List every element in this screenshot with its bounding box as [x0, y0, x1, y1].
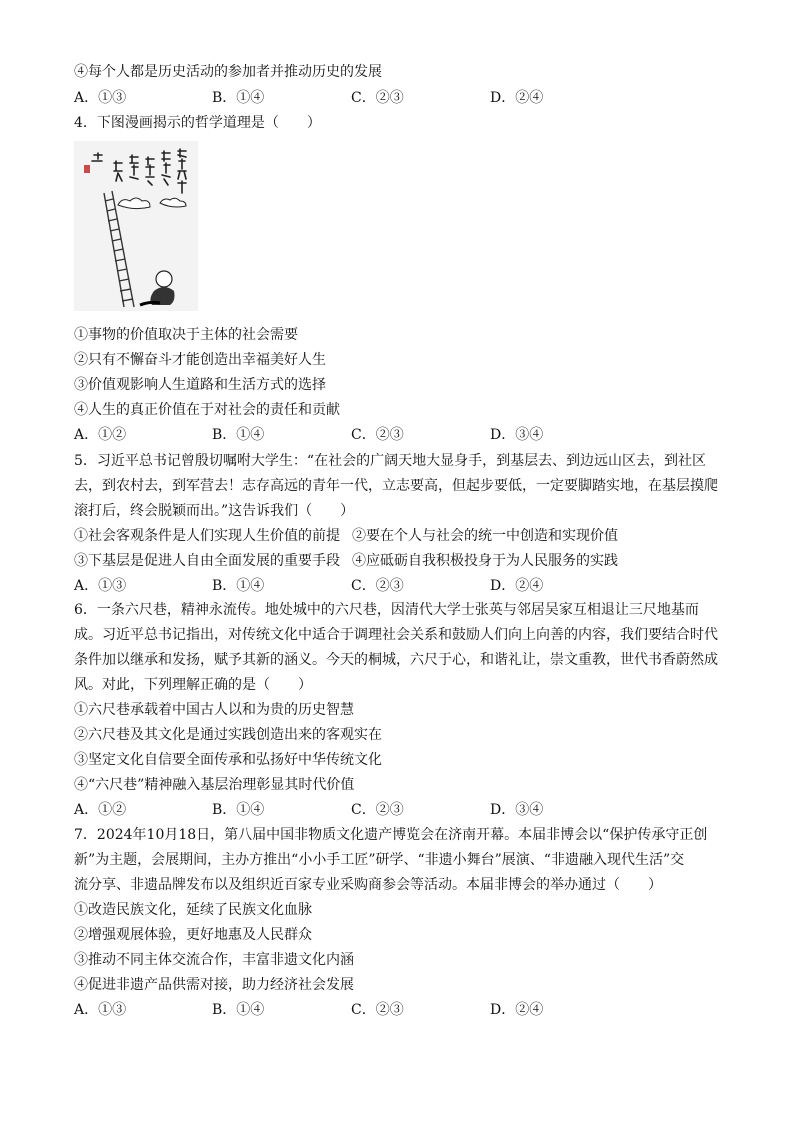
q4-item-3: ③价值观影响人生道路和生活方式的选择	[74, 377, 326, 393]
q4-stem: 4．下图漫画揭示的哲学道理是（ ）	[74, 115, 321, 131]
q6-option-b: B．①④	[212, 802, 265, 818]
q4-item-4: ④人生的真正价值在于对社会的责任和贡献	[74, 402, 340, 418]
q6-option-c: C．②③	[351, 802, 404, 818]
q5-line-2: 去，到农村去，到军营去！志存高远的青年一代，立志要高，但起步要低，一定要脚踏实地，在基层摸爬	[74, 478, 718, 494]
q6-item-3: ③坚定文化自信要全面传承和弘扬好中华传统文化	[74, 752, 382, 768]
q6-item-1: ①六尺巷承载着中国古人以和为贵的历史智慧	[74, 702, 354, 718]
q4-item-1: ①事物的价值取决于主体的社会需要	[74, 327, 298, 343]
q6-line-4: 风。对此，下列理解正确的是（ ）	[74, 677, 312, 693]
q6-item-4: ④“六尺巷”精神融入基层治理彰显其时代价值	[74, 777, 355, 793]
q6-item-2: ②六尺巷及其文化是通过实践创造出来的客观实在	[74, 727, 382, 743]
q5-item-4: ④应砥砺自我积极投身于为人民服务的实践	[352, 553, 618, 569]
q4-cartoon	[74, 141, 198, 311]
q3-option-b: B．①④	[212, 90, 265, 106]
q6-line-3: 条件加以继承和发扬，赋予其新的涵义。今天的桐城，六尺于心，和谐礼让，崇文重教，世代书香蔚然成	[74, 652, 718, 668]
q7-item-2: ②增强观展体验，更好地惠及人民群众	[74, 927, 312, 943]
q5-option-a: A．①③	[74, 578, 127, 594]
q6-line-1: 6．一条六尺巷，精神永流传。地处城中的六尺巷，因清代大学士张英与邻居吴家互相退让三尺地基而	[74, 602, 699, 618]
q7-item-1: ①改造民族文化，延续了民族文化血脉	[74, 902, 312, 918]
q5-line-3: 滚打后，终会脱颖而出。”这告诉我们（ ）	[74, 503, 355, 519]
q5-option-c: C．②③	[351, 578, 404, 594]
q5-item-2: ②要在个人与社会的统一中创造和实现价值	[352, 528, 618, 544]
q6-option-a: A．①②	[74, 802, 127, 818]
q7-option-c: C．②③	[351, 1002, 404, 1018]
q6-option-d: D．③④	[490, 802, 544, 818]
q5-line-1: 5．习近平总书记曾殷切嘱咐大学生：“在社会的广阔天地大显身手，到基层去、到边远山区去，到社区	[74, 453, 707, 469]
q7-option-d: D．②④	[490, 1002, 544, 1018]
q5-item-3: ③下基层是促进人自由全面发展的重要手段	[74, 553, 340, 569]
q3-option-a: A．①③	[74, 90, 127, 106]
q7-line-3: 流分享、非遗品牌发布以及组织近百家专业采购商参会等活动。本届非博会的举办通过（ ）	[74, 877, 662, 893]
q7-option-a: A．①③	[74, 1002, 127, 1018]
q4-option-a: A．①②	[74, 427, 127, 443]
q3-item-4: ④每个人都是历史活动的参加者并推动历史的发展	[74, 64, 382, 80]
q5-option-b: B．①④	[212, 578, 265, 594]
q7-item-4: ④促进非遗产品供需对接，助力经济社会发展	[74, 977, 354, 993]
q4-option-c: C．②③	[351, 427, 404, 443]
q7-line-1: 7．2024年10月18日，第八届中国非物质文化遗产博览会在济南开幕。本届非博会以“保护传承守正创	[74, 827, 708, 843]
q4-option-d: D．③④	[490, 427, 544, 443]
q6-line-2: 成。习近平总书记指出，对传统文化中适合于调理社会关系和鼓励人们向上向善的内容，我们要结合时代	[74, 627, 718, 643]
q5-item-1: ①社会客观条件是人们实现人生价值的前提	[74, 528, 340, 544]
q5-option-d: D．②④	[490, 578, 544, 594]
q7-option-b: B．①④	[212, 1002, 265, 1018]
q4-option-b: B．①④	[212, 427, 265, 443]
q7-line-2: 新”为主题，会展期间，主办方推出“小小手工匠”研学、“非遗小舞台”展演、“非遗融入现代生活”交	[74, 852, 685, 868]
q7-item-3: ③推动不同主体交流合作，丰富非遗文化内涵	[74, 952, 354, 968]
q3-option-c: C．②③	[351, 90, 404, 106]
q4-item-2: ②只有不懈奋斗才能创造出幸福美好人生	[74, 352, 326, 368]
q3-option-d: D．②④	[490, 90, 544, 106]
